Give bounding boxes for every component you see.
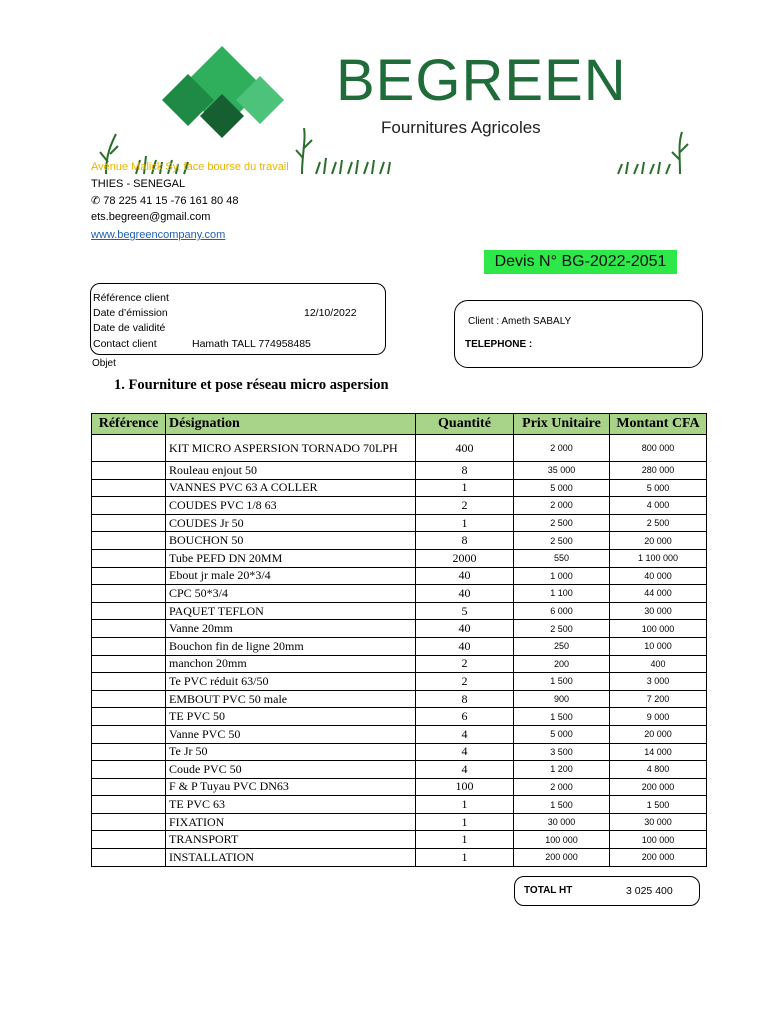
unit-price-cell: 1 100 <box>514 585 610 603</box>
designation-cell: Bouchon fin de ligne 20mm <box>166 637 416 655</box>
table-row <box>92 761 707 779</box>
unit-price-cell: 1 000 <box>514 567 610 585</box>
unit-price-cell: 2 500 <box>514 514 610 532</box>
section-title: 1. Fourniture et pose réseau micro aspersion <box>114 377 389 393</box>
amount-cell: 400 <box>610 655 707 673</box>
quantity-cell: 2000 <box>416 549 514 567</box>
designation-cell: manchon 20mm <box>166 655 416 673</box>
reference-cell <box>92 567 166 585</box>
reference-cell <box>92 690 166 708</box>
amount-cell: 20 000 <box>610 725 707 743</box>
table-row <box>92 708 707 726</box>
unit-price-cell: 2 000 <box>514 778 610 796</box>
quantity-cell: 40 <box>416 567 514 585</box>
designation-cell: KIT MICRO ASPERSION TORNADO 70LPH <box>166 435 416 462</box>
quantity-cell: 1 <box>416 813 514 831</box>
amount-cell: 9 000 <box>610 708 707 726</box>
reference-cell <box>92 778 166 796</box>
reference-cell <box>92 549 166 567</box>
objet-label: Objet <box>92 358 116 369</box>
reference-cell <box>92 620 166 638</box>
table-row <box>92 514 707 532</box>
quantity-cell: 1 <box>416 831 514 849</box>
designation-cell: Ebout jr male 20*3/4 <box>166 567 416 585</box>
quantity-cell: 40 <box>416 585 514 603</box>
table-row <box>92 435 707 462</box>
table-row <box>92 743 707 761</box>
table-row <box>92 673 707 691</box>
items-table <box>91 413 707 867</box>
website-line <box>91 229 225 241</box>
designation-cell: TE PVC 63 <box>166 796 416 814</box>
quantity-cell: 100 <box>416 778 514 796</box>
designation-cell: Tube PEFD DN 20MM <box>166 549 416 567</box>
designation-cell: CPC 50*3/4 <box>166 585 416 603</box>
amount-cell: 2 500 <box>610 514 707 532</box>
designation-cell: TE PVC 50 <box>166 708 416 726</box>
table-row <box>92 849 707 867</box>
client-telephone-label: TELEPHONE : <box>465 339 533 350</box>
brand-tagline: Fournitures Agricoles <box>381 118 541 137</box>
amount-cell: 4 000 <box>610 497 707 515</box>
amount-cell: 30 000 <box>610 813 707 831</box>
header-prix-unitaire: Prix Unitaire <box>514 414 610 435</box>
amount-cell: 200 000 <box>610 849 707 867</box>
table-row <box>92 831 707 849</box>
unit-price-cell: 200 <box>514 655 610 673</box>
table-row <box>92 567 707 585</box>
unit-price-cell: 3 500 <box>514 743 610 761</box>
table-row <box>92 585 707 603</box>
amount-cell: 200 000 <box>610 778 707 796</box>
contact-client-value: Hamath TALL 774958485 <box>192 338 311 350</box>
grass-middle-icon <box>290 124 410 176</box>
header-reference: Référence <box>92 414 166 435</box>
reference-cell <box>92 725 166 743</box>
amount-cell: 7 200 <box>610 690 707 708</box>
email-line <box>91 211 210 223</box>
reference-cell <box>92 532 166 550</box>
designation-cell: Coude PVC 50 <box>166 761 416 779</box>
quantity-cell: 2 <box>416 497 514 515</box>
brand-name: BEGREEN <box>336 48 627 113</box>
total-value: 3 025 400 <box>626 885 673 897</box>
website-link[interactable]: www.begreencompany.com <box>91 229 226 241</box>
quantity-cell: 1 <box>416 849 514 867</box>
reference-cell <box>92 708 166 726</box>
reference-cell <box>92 479 166 497</box>
city-line: THIES - SENEGAL <box>91 178 186 190</box>
unit-price-cell: 2 000 <box>514 497 610 515</box>
amount-cell: 20 000 <box>610 532 707 550</box>
amount-cell: 1 500 <box>610 796 707 814</box>
header-designation: Désignation <box>166 414 416 435</box>
unit-price-cell: 1 200 <box>514 761 610 779</box>
quantity-cell: 4 <box>416 743 514 761</box>
table-row <box>92 690 707 708</box>
quantity-cell: 1 <box>416 796 514 814</box>
devis-number: Devis N° BG-2022-2051 <box>484 250 677 274</box>
reference-cell <box>92 655 166 673</box>
reference-cell <box>92 796 166 814</box>
unit-price-cell: 250 <box>514 637 610 655</box>
quantity-cell: 40 <box>416 637 514 655</box>
table-row <box>92 813 707 831</box>
reference-cell <box>92 585 166 603</box>
designation-cell: EMBOUT PVC 50 male <box>166 690 416 708</box>
quantity-cell: 5 <box>416 602 514 620</box>
amount-cell: 1 100 000 <box>610 549 707 567</box>
table-row <box>92 778 707 796</box>
amount-cell: 280 000 <box>610 462 707 480</box>
amount-cell: 14 000 <box>610 743 707 761</box>
amount-cell: 30 000 <box>610 602 707 620</box>
table-row <box>92 462 707 480</box>
amount-cell: 100 000 <box>610 831 707 849</box>
table-row <box>92 637 707 655</box>
phone-line <box>91 194 238 207</box>
unit-price-cell: 2 000 <box>514 435 610 462</box>
unit-price-cell: 100 000 <box>514 831 610 849</box>
amount-cell: 40 000 <box>610 567 707 585</box>
unit-price-cell: 2 500 <box>514 532 610 550</box>
quantity-cell: 2 <box>416 673 514 691</box>
quantity-cell: 6 <box>416 708 514 726</box>
unit-price-cell: 35 000 <box>514 462 610 480</box>
table-row <box>92 655 707 673</box>
designation-cell: Vanne 20mm <box>166 620 416 638</box>
quantity-cell: 1 <box>416 479 514 497</box>
unit-price-cell: 1 500 <box>514 673 610 691</box>
designation-cell: INSTALLATION <box>166 849 416 867</box>
unit-price-cell: 900 <box>514 690 610 708</box>
reference-cell <box>92 602 166 620</box>
unit-price-cell: 1 500 <box>514 708 610 726</box>
grass-right-icon <box>614 126 694 176</box>
designation-cell: F & P Tuyau PVC DN63 <box>166 778 416 796</box>
designation-cell: COUDES Jr 50 <box>166 514 416 532</box>
email-address: ets.begreen@gmail.com <box>91 211 211 223</box>
table-row <box>92 497 707 515</box>
quantity-cell: 400 <box>416 435 514 462</box>
amount-cell: 100 000 <box>610 620 707 638</box>
quantity-cell: 2 <box>416 655 514 673</box>
quantity-cell: 8 <box>416 690 514 708</box>
contact-client-label: Contact client <box>93 338 157 350</box>
designation-cell: VANNES PVC 63 A COLLER <box>166 479 416 497</box>
phone-number: 78 225 41 15 -76 161 80 48 <box>103 195 239 207</box>
designation-cell: TRANSPORT <box>166 831 416 849</box>
reference-cell <box>92 743 166 761</box>
table-row <box>92 479 707 497</box>
quantity-cell: 4 <box>416 725 514 743</box>
designation-cell: PAQUET TEFLON <box>166 602 416 620</box>
unit-price-cell: 5 000 <box>514 725 610 743</box>
amount-cell: 4 800 <box>610 761 707 779</box>
quantity-cell: 4 <box>416 761 514 779</box>
quantity-cell: 8 <box>416 532 514 550</box>
reference-client-label: Référence client <box>93 292 169 304</box>
unit-price-cell: 5 000 <box>514 479 610 497</box>
header-montant: Montant CFA <box>610 414 707 435</box>
reference-cell <box>92 761 166 779</box>
date-validite-label: Date de validité <box>93 322 166 334</box>
reference-cell <box>92 637 166 655</box>
reference-cell <box>92 462 166 480</box>
amount-cell: 10 000 <box>610 637 707 655</box>
reference-cell <box>92 849 166 867</box>
table-row <box>92 549 707 567</box>
reference-cell <box>92 435 166 462</box>
unit-price-cell: 200 000 <box>514 849 610 867</box>
designation-cell: COUDES PVC 1/8 63 <box>166 497 416 515</box>
quantity-cell: 40 <box>416 620 514 638</box>
designation-cell: Te Jr 50 <box>166 743 416 761</box>
reference-cell <box>92 497 166 515</box>
unit-price-cell: 1 500 <box>514 796 610 814</box>
address-line: Avenue Malick Sy, face bourse du travail <box>91 161 289 173</box>
table-row <box>92 620 707 638</box>
table-row <box>92 532 707 550</box>
unit-price-cell: 6 000 <box>514 602 610 620</box>
date-emission-label: Date d’émission <box>93 307 168 319</box>
unit-price-cell: 30 000 <box>514 813 610 831</box>
designation-cell: FIXATION <box>166 813 416 831</box>
table-row <box>92 725 707 743</box>
table-row <box>92 602 707 620</box>
amount-cell: 44 000 <box>610 585 707 603</box>
designation-cell: Vanne PVC 50 <box>166 725 416 743</box>
amount-cell: 5 000 <box>610 479 707 497</box>
header-quantite: Quantité <box>416 414 514 435</box>
amount-cell: 3 000 <box>610 673 707 691</box>
reference-cell <box>92 514 166 532</box>
reference-cell <box>92 831 166 849</box>
quantity-cell: 1 <box>416 514 514 532</box>
table-row <box>92 796 707 814</box>
designation-cell: Rouleau enjout 50 <box>166 462 416 480</box>
date-emission-value: 12/10/2022 <box>304 307 357 319</box>
designation-cell: Te PVC réduit 63/50 <box>166 673 416 691</box>
table-header-row <box>92 414 707 435</box>
amount-cell: 800 000 <box>610 435 707 462</box>
unit-price-cell: 550 <box>514 549 610 567</box>
client-name: Client : Ameth SABALY <box>468 316 572 327</box>
unit-price-cell: 2 500 <box>514 620 610 638</box>
reference-cell <box>92 673 166 691</box>
total-label: TOTAL HT <box>524 885 573 896</box>
designation-cell: BOUCHON 50 <box>166 532 416 550</box>
reference-cell <box>92 813 166 831</box>
quantity-cell: 8 <box>416 462 514 480</box>
phone-icon: ✆ <box>91 195 101 207</box>
client-box <box>454 300 703 368</box>
